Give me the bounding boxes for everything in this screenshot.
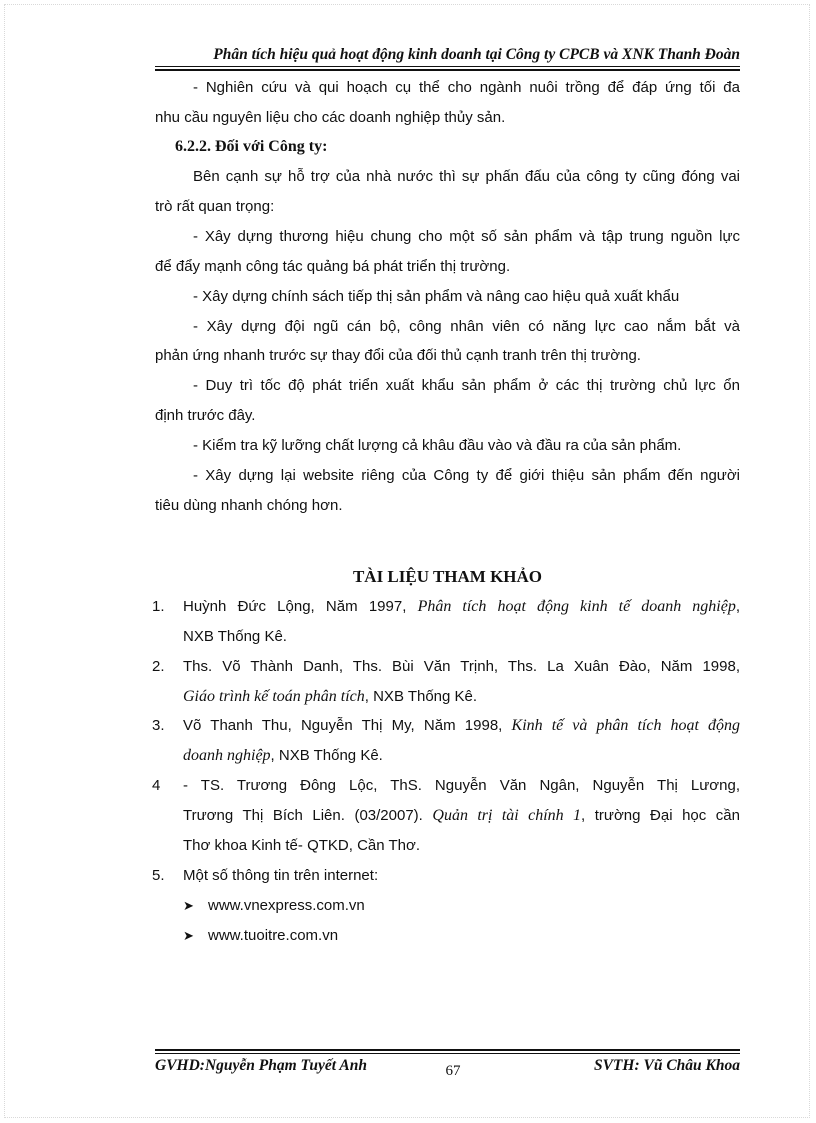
reference-line: Võ Thanh Thu, Nguyễn Thị My, Năm 1998, Kinh tế và phân tích hoạt động — [183, 717, 740, 734]
body-line: - Duy trì tốc độ phát triển xuất khẩu sản phẩm ở các thị trường chủ lực ổn — [193, 377, 740, 394]
body-line: định trước đây. — [155, 407, 256, 424]
body-line: - Xây dựng chính sách tiếp thị sản phẩm và nâng cao hiệu quả xuất khẩu — [193, 288, 680, 305]
reference-number: 3. — [152, 717, 165, 734]
body-line: phản ứng nhanh trước sự thay đổi của đối thủ cạnh tranh trên thị trường. — [155, 347, 641, 364]
page-number: 67 — [445, 1063, 461, 1079]
body-line: nhu cầu nguyên liệu cho các doanh nghiệp thủy sản. — [155, 109, 506, 126]
reference-line: Huỳnh Đức Lộng, Năm 1997, Phân tích hoạt động kinh tế doanh nghiệp, — [183, 598, 740, 615]
reference-line: NXB Thống Kê. — [183, 628, 287, 645]
reference-number: 2. — [152, 658, 165, 675]
body-line: - Xây dựng thương hiệu chung cho một số sản phẩm và tập trung nguồn lực — [193, 228, 740, 245]
body-line: - Xây dựng đội ngũ cán bộ, công nhân viên có năng lực cao nắm bắt và — [193, 318, 740, 335]
body-line: - Nghiên cứu và qui hoạch cụ thể cho ngành nuôi trồng để đáp ứng tối đa — [193, 79, 740, 96]
body-line: - Kiểm tra kỹ lưỡng chất lượng cả khâu đầu vào và đầu ra của sản phẩm. — [193, 437, 682, 454]
body-line: để đẩy mạnh công tác quảng bá phát triển thị trường. — [155, 258, 511, 275]
reference-line: Giáo trình kế toán phân tích, NXB Thống Kê. — [183, 688, 478, 705]
reference-link: www.vnexpress.com.vn — [208, 897, 365, 914]
header-rule-thin — [155, 66, 740, 67]
reference-line: doanh nghiệp, NXB Thống Kê. — [183, 747, 383, 764]
reference-number: 5. — [152, 867, 165, 884]
reference-line: - TS. Trương Đông Lộc, ThS. Nguyễn Văn Ngân, Nguyễn Thị Lương, — [183, 777, 740, 794]
footer-student: SVTH: Vũ Châu Khoa — [593, 1057, 740, 1074]
reference-number: 1. — [152, 598, 165, 615]
arrow-bullet-icon: ➤ — [183, 898, 194, 913]
section-heading: 6.2.2. Đối với Công ty: — [175, 138, 328, 155]
body-line: trò rất quan trọng: — [155, 198, 275, 215]
reference-line: Trương Thị Bích Liên. (03/2007). Quản trị tài chính 1, trường Đại học cần — [183, 807, 740, 824]
body-line: - Xây dựng lại website riêng của Công ty để giới thiệu sản phẩm đến người — [193, 467, 740, 484]
footer-instructor: GVHD:Nguyễn Phạm Tuyết Anh — [155, 1057, 367, 1074]
arrow-bullet-icon: ➤ — [183, 928, 194, 943]
body-line: Bên cạnh sự hỗ trợ của nhà nước thì sự phấn đấu của công ty cũng đóng vai — [193, 168, 740, 185]
reference-line: Thơ khoa Kinh tế- QTKD, Cần Thơ. — [183, 837, 420, 854]
reference-number: 4 — [152, 777, 161, 794]
body-line: tiêu dùng nhanh chóng hơn. — [155, 497, 343, 514]
footer-rule-thin — [155, 1053, 740, 1054]
reference-link: www.tuoitre.com.vn — [208, 927, 339, 944]
footer-rule-thick — [155, 1049, 740, 1051]
header-rule-thick — [155, 69, 740, 71]
reference-line: Ths. Võ Thành Danh, Ths. Bùi Văn Trịnh, Ths. La Xuân Đào, Năm 1998, — [183, 658, 740, 675]
references-title: TÀI LIỆU THAM KHẢO — [352, 567, 543, 586]
reference-line: Một số thông tin trên internet: — [183, 867, 379, 884]
page-header-title: Phân tích hiệu quả hoạt động kinh doanh tại Công ty CPCB và XNK Thanh Đoàn — [213, 46, 740, 63]
